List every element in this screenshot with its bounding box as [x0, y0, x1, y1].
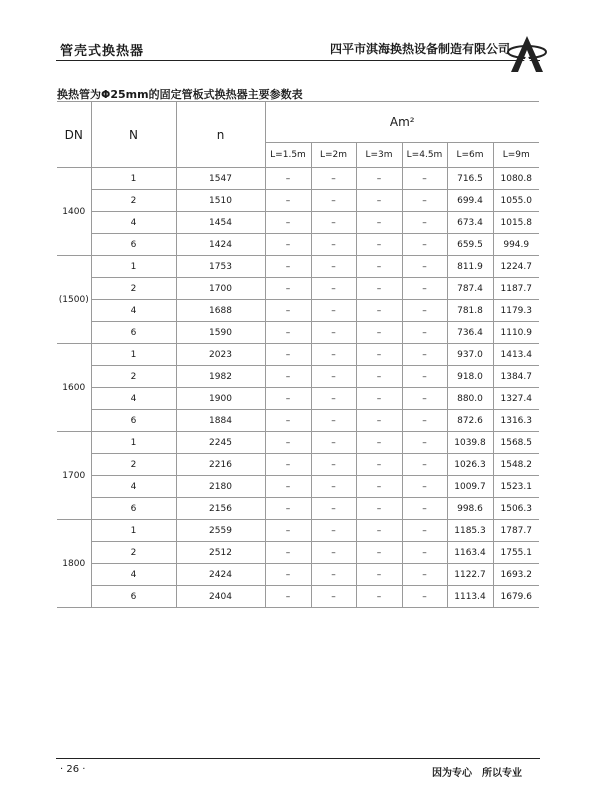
- area-cell: –: [265, 256, 311, 278]
- area-cell: –: [265, 190, 311, 212]
- area-cell: –: [311, 300, 356, 322]
- table-row: [57, 190, 539, 212]
- area-cell: 1568.5: [493, 432, 539, 454]
- header-length: L=6m: [447, 143, 493, 168]
- passes-cell: 4: [91, 564, 176, 586]
- tube-count-cell: 2512: [176, 542, 265, 564]
- company-logo-icon: [505, 32, 549, 76]
- area-cell: –: [356, 454, 402, 476]
- area-cell: –: [265, 542, 311, 564]
- area-cell: –: [402, 498, 447, 520]
- area-cell: –: [402, 234, 447, 256]
- area-cell: 1026.3: [447, 454, 493, 476]
- area-cell: –: [356, 498, 402, 520]
- table-row: [57, 432, 539, 454]
- area-cell: –: [356, 586, 402, 608]
- section-title: 管壳式换热器: [60, 44, 145, 59]
- area-cell: –: [311, 432, 356, 454]
- header-tube-count: n: [176, 102, 265, 168]
- tube-count-cell: 1547: [176, 168, 265, 190]
- area-cell: –: [402, 278, 447, 300]
- area-cell: –: [265, 322, 311, 344]
- area-cell: –: [265, 520, 311, 542]
- area-cell: –: [311, 454, 356, 476]
- area-cell: –: [311, 388, 356, 410]
- area-cell: 1224.7: [493, 256, 539, 278]
- area-cell: 1506.3: [493, 498, 539, 520]
- area-cell: 811.9: [447, 256, 493, 278]
- passes-cell: 1: [91, 344, 176, 366]
- area-cell: 998.6: [447, 498, 493, 520]
- area-cell: –: [402, 476, 447, 498]
- table-row: [57, 278, 539, 300]
- page-number: · 26 ·: [60, 764, 86, 775]
- area-cell: –: [311, 498, 356, 520]
- area-cell: 1548.2: [493, 454, 539, 476]
- area-cell: –: [265, 432, 311, 454]
- tube-count-cell: 1688: [176, 300, 265, 322]
- area-cell: –: [311, 256, 356, 278]
- area-cell: –: [265, 278, 311, 300]
- footer-slogan: 因为专心 所以专业: [432, 768, 522, 779]
- area-cell: 1055.0: [493, 190, 539, 212]
- area-cell: –: [356, 410, 402, 432]
- area-cell: –: [402, 300, 447, 322]
- area-cell: –: [311, 366, 356, 388]
- area-cell: –: [356, 256, 402, 278]
- area-cell: –: [356, 542, 402, 564]
- table-row: [57, 234, 539, 256]
- passes-cell: 6: [91, 322, 176, 344]
- passes-cell: 2: [91, 190, 176, 212]
- dn-cell: 1600: [57, 344, 91, 432]
- area-cell: 1679.6: [493, 586, 539, 608]
- table-row: [57, 366, 539, 388]
- passes-cell: 6: [91, 410, 176, 432]
- area-cell: 1179.3: [493, 300, 539, 322]
- area-cell: –: [402, 168, 447, 190]
- tube-count-cell: 1510: [176, 190, 265, 212]
- area-cell: 1113.4: [447, 586, 493, 608]
- passes-cell: 4: [91, 388, 176, 410]
- table-row: [57, 168, 539, 190]
- area-cell: 736.4: [447, 322, 493, 344]
- table-caption: 换热管为Φ25mm的固定管板式换热器主要参数表: [57, 88, 303, 101]
- tube-count-cell: 2180: [176, 476, 265, 498]
- area-cell: 880.0: [447, 388, 493, 410]
- area-cell: 1523.1: [493, 476, 539, 498]
- area-cell: 787.4: [447, 278, 493, 300]
- table-row: [57, 498, 539, 520]
- area-cell: 1316.3: [493, 410, 539, 432]
- tube-count-cell: 1900: [176, 388, 265, 410]
- area-cell: 1413.4: [493, 344, 539, 366]
- header-length: L=1.5m: [265, 143, 311, 168]
- table-row: [57, 564, 539, 586]
- area-cell: –: [311, 234, 356, 256]
- area-cell: –: [265, 344, 311, 366]
- header-length: L=4.5m: [402, 143, 447, 168]
- table-row: [57, 454, 539, 476]
- dn-cell: 1800: [57, 520, 91, 608]
- area-cell: 1015.8: [493, 212, 539, 234]
- tube-count-cell: 2404: [176, 586, 265, 608]
- area-cell: 1187.7: [493, 278, 539, 300]
- area-cell: 1009.7: [447, 476, 493, 498]
- area-cell: 1122.7: [447, 564, 493, 586]
- area-cell: –: [356, 212, 402, 234]
- area-cell: 673.4: [447, 212, 493, 234]
- area-cell: 1080.8: [493, 168, 539, 190]
- area-cell: –: [356, 300, 402, 322]
- header-length: L=9m: [493, 143, 539, 168]
- company-name: 四平市淇海换热设备制造有限公司: [330, 42, 511, 56]
- area-cell: –: [265, 498, 311, 520]
- area-cell: 918.0: [447, 366, 493, 388]
- area-cell: 659.5: [447, 234, 493, 256]
- area-cell: 1110.9: [493, 322, 539, 344]
- area-cell: –: [311, 322, 356, 344]
- tube-count-cell: 1590: [176, 322, 265, 344]
- tube-count-cell: 2424: [176, 564, 265, 586]
- passes-cell: 6: [91, 234, 176, 256]
- area-cell: –: [402, 366, 447, 388]
- passes-cell: 2: [91, 366, 176, 388]
- area-cell: –: [356, 564, 402, 586]
- area-cell: –: [356, 388, 402, 410]
- table-row: [57, 520, 539, 542]
- passes-cell: 1: [91, 168, 176, 190]
- area-cell: –: [356, 168, 402, 190]
- area-cell: –: [265, 300, 311, 322]
- table-row: [57, 212, 539, 234]
- table-row: [57, 410, 539, 432]
- dn-cell: 1400: [57, 168, 91, 256]
- area-cell: –: [356, 366, 402, 388]
- header-dn: DN: [57, 102, 91, 168]
- area-cell: –: [356, 278, 402, 300]
- header-passes: N: [91, 102, 176, 168]
- area-cell: 716.5: [447, 168, 493, 190]
- area-cell: –: [311, 520, 356, 542]
- area-cell: –: [402, 388, 447, 410]
- area-cell: –: [356, 234, 402, 256]
- area-cell: 1693.2: [493, 564, 539, 586]
- area-cell: –: [265, 168, 311, 190]
- tube-count-cell: 2216: [176, 454, 265, 476]
- area-cell: –: [265, 454, 311, 476]
- area-cell: –: [265, 234, 311, 256]
- footer-rule: [56, 758, 540, 759]
- tube-count-cell: 2023: [176, 344, 265, 366]
- area-cell: –: [402, 256, 447, 278]
- tube-count-cell: 1700: [176, 278, 265, 300]
- area-cell: –: [402, 322, 447, 344]
- parameter-table: [57, 101, 539, 608]
- dn-cell: 1700: [57, 432, 91, 520]
- area-cell: –: [356, 476, 402, 498]
- table-row: [57, 586, 539, 608]
- area-cell: –: [265, 564, 311, 586]
- area-cell: 1185.3: [447, 520, 493, 542]
- area-cell: –: [311, 564, 356, 586]
- table-row: [57, 256, 539, 278]
- tube-count-cell: 2559: [176, 520, 265, 542]
- area-cell: –: [402, 410, 447, 432]
- passes-cell: 6: [91, 498, 176, 520]
- area-cell: –: [402, 564, 447, 586]
- area-cell: –: [311, 168, 356, 190]
- area-cell: –: [265, 586, 311, 608]
- area-cell: 699.4: [447, 190, 493, 212]
- header-rule: [56, 60, 540, 61]
- area-cell: –: [265, 366, 311, 388]
- tube-count-cell: 1454: [176, 212, 265, 234]
- area-cell: –: [402, 190, 447, 212]
- table-row: [57, 542, 539, 564]
- passes-cell: 2: [91, 454, 176, 476]
- header-length: L=2m: [311, 143, 356, 168]
- area-cell: –: [311, 586, 356, 608]
- area-cell: 1163.4: [447, 542, 493, 564]
- tube-count-cell: 2245: [176, 432, 265, 454]
- area-cell: 872.6: [447, 410, 493, 432]
- area-cell: –: [265, 410, 311, 432]
- area-cell: 1384.7: [493, 366, 539, 388]
- tube-count-cell: 1424: [176, 234, 265, 256]
- passes-cell: 1: [91, 520, 176, 542]
- area-cell: –: [402, 432, 447, 454]
- area-cell: –: [311, 410, 356, 432]
- table-row: [57, 322, 539, 344]
- area-cell: –: [265, 212, 311, 234]
- area-cell: –: [265, 388, 311, 410]
- passes-cell: 6: [91, 586, 176, 608]
- area-cell: –: [402, 454, 447, 476]
- area-cell: –: [311, 212, 356, 234]
- area-cell: 1755.1: [493, 542, 539, 564]
- area-cell: –: [402, 586, 447, 608]
- area-cell: –: [311, 476, 356, 498]
- area-cell: –: [402, 344, 447, 366]
- area-cell: –: [402, 212, 447, 234]
- dn-cell: (1500): [57, 256, 91, 344]
- area-cell: –: [311, 190, 356, 212]
- header-area: Am²: [265, 102, 539, 143]
- area-cell: –: [356, 520, 402, 542]
- area-cell: –: [265, 476, 311, 498]
- area-cell: –: [402, 542, 447, 564]
- area-cell: –: [356, 190, 402, 212]
- passes-cell: 4: [91, 476, 176, 498]
- passes-cell: 4: [91, 212, 176, 234]
- tube-count-cell: 1753: [176, 256, 265, 278]
- header-length: L=3m: [356, 143, 402, 168]
- table-row: [57, 476, 539, 498]
- passes-cell: 1: [91, 256, 176, 278]
- passes-cell: 2: [91, 278, 176, 300]
- table-row: [57, 300, 539, 322]
- area-cell: –: [402, 520, 447, 542]
- area-cell: –: [356, 322, 402, 344]
- passes-cell: 1: [91, 432, 176, 454]
- area-cell: –: [311, 344, 356, 366]
- passes-cell: 2: [91, 542, 176, 564]
- passes-cell: 4: [91, 300, 176, 322]
- area-cell: –: [311, 542, 356, 564]
- tube-count-cell: 2156: [176, 498, 265, 520]
- tube-count-cell: 1884: [176, 410, 265, 432]
- area-cell: –: [356, 344, 402, 366]
- table-row: [57, 388, 539, 410]
- area-cell: 937.0: [447, 344, 493, 366]
- area-cell: 994.9: [493, 234, 539, 256]
- area-cell: 1787.7: [493, 520, 539, 542]
- tube-count-cell: 1982: [176, 366, 265, 388]
- area-cell: 1039.8: [447, 432, 493, 454]
- area-cell: 781.8: [447, 300, 493, 322]
- area-cell: 1327.4: [493, 388, 539, 410]
- table-row: [57, 344, 539, 366]
- area-cell: –: [356, 432, 402, 454]
- area-cell: –: [311, 278, 356, 300]
